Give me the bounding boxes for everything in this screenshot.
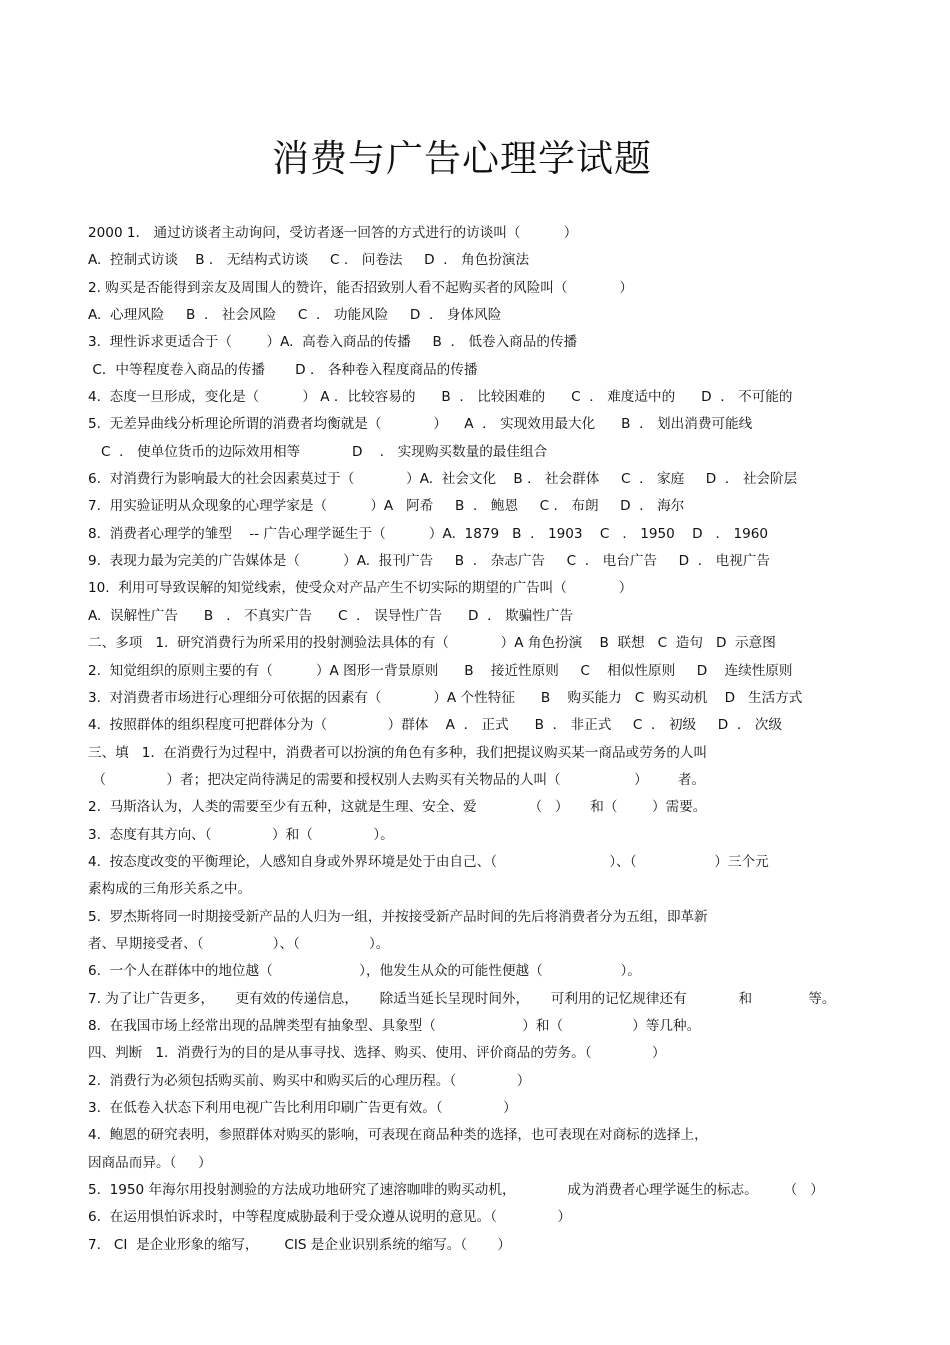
text-line: 7. 为了让广告更多， 更有效的传递信息， 除适当延长呈现时间外， 可利用的记忆规律还有 和 等。 <box>88 990 836 1007</box>
page-title: 消费与广告心理学试题 <box>272 137 652 180</box>
text-line: 3. 理性诉求更适合于（ ）A. 高卷入商品的传播 B ． 低卷入商品的传播 <box>88 334 578 351</box>
text-line: 4. 按态度改变的平衡理论，人感知自身或外界环境是处于由自己、（ ）、（ ）三个元 <box>88 853 769 870</box>
text-line: 6. 在运用惧怕诉求时，中等程度威胁最利于受众遵从说明的意见。（ ） <box>88 1209 572 1226</box>
text-line: 者、早期接受者、（ ）、（ ）。 <box>88 935 390 952</box>
text-line: 2. 马斯洛认为，人类的需要至少有五种，这就是生理、安全、爱 （ ） 和（ ）需要。 <box>88 799 707 816</box>
text-line: 2000 1． 通过访谈者主动询问，受访者逐一回答的方式进行的访谈叫（ ） <box>88 225 578 241</box>
text-line: 素构成的三角形关系之中。 <box>88 881 252 898</box>
text-line: 5. 罗杰斯将同一时期接受新产品的人归为一组，并按接受新产品时间的先后将消费者分为五组，即革新 <box>88 908 708 925</box>
text-line: A. 误解性广告 B ． 不真实广告 C ． 误导性广告 D ． 欺骗性广告 <box>88 607 573 624</box>
text-line: 9. 表现力最为完美的广告媒体是（ ）A. 报刊广告 B ． 杂志广告 C ． 电台广告 D ． 电视广告 <box>88 553 771 570</box>
text-line: 6. 对消费行为影响最大的社会因素莫过于（ ）A. 社会文化 B ． 社会群体 C ． 家庭 D ． 社会阶层 <box>88 471 798 488</box>
text-line: 8. 消费者心理学的雏型 -- 广告心理学诞生于（ ）A. 1879 B ． 1903 C ． 1950 D ． 1960 <box>88 525 769 542</box>
text-line: 2. 知觉组织的原则主要的有（ ）A 图形一背景原则 B 接近性原则 C 相似性原则 D 连续性原则 <box>88 662 793 679</box>
text-line: 10. 利用可导致误解的知觉线索，使受众对产品产生不切实际的期望的广告叫（ ） <box>88 580 633 597</box>
text-line: 三、填 1. 在消费行为过程中，消费者可以扮演的角色有多种，我们把提议购买某一商品或劳务的人叫 <box>88 744 708 761</box>
text-line: 5. 无差异曲线分析理论所谓的消费者均衡就是（ ） A ． 实现效用最大化 B ． 划出消费可能线 <box>88 416 753 433</box>
text-line: 2. 消费行为必须包括购买前、购买中和购买后的心理历程。（ ） <box>88 1072 531 1089</box>
text-line: C ． 使单位货币的边际效用相等 D ． 实现购买数量的最佳组合 <box>88 443 548 460</box>
text-line: 7. CI 是企业形象的缩写， CIS 是企业识别系统的缩写。（ ） <box>88 1236 511 1253</box>
text-line: 3. 对消费者市场进行心理细分可依据的因素有（ ）A 个性特征 B 购买能力 C 购买动机 D 生活方式 <box>88 689 803 706</box>
text-line: C．中等程度卷入商品的传播 D ． 各种卷入程度商品的传播 <box>88 361 478 378</box>
text-line: 4. 态度一旦形成，变化是（ ） A ．比较容易的 B ． 比较困难的 C ． 难度适中的 D ． 不可能的 <box>88 389 793 406</box>
text-line: 3. 在低卷入状态下利用电视广告比利用印刷广告更有效。（ ） <box>88 1100 517 1116</box>
text-line: 3. 态度有其方向、（ ）和（ ）。 <box>88 826 394 843</box>
text-line: A. 心理风险 B ． 社会风险 C ． 功能风险 D ． 身体风险 <box>88 307 502 324</box>
text-line: 7. 用实验证明从众现象的心理学家是（ ）A 阿希 B ． 鲍恩 C ． 布朗 D ． 海尔 <box>88 498 685 515</box>
text-line: 四、判断 1. 消费行为的目的是从事寻找、选择、购买、使用、评价商品的劳务。（ ） <box>88 1045 666 1062</box>
text-line: 二、多项 1. 研究消费行为所采用的投射测验法具体的有（ ）A 角色扮演 B 联想 C 造句 D 示意图 <box>88 635 776 652</box>
text-line: 因商品而异。（ ） <box>88 1154 212 1171</box>
text-line: 6. 一个人在群体中的地位越（ ），他发生从众的可能性便越（ ）。 <box>88 963 641 980</box>
text-line: 4. 鲍恩的研究表明，参照群体对购买的影响，可表现在商品种类的选择，也可表现在对商标的选择上， <box>88 1127 708 1144</box>
text-line: A. 控制式访谈 B ． 无结构式访谈 C ． 问卷法 D ． 角色扮演法 <box>88 252 530 269</box>
text-line: 5. 1950 年海尔用投射测验的方法成功地研究了速溶咖啡的购买动机， 成为消费者心理学诞生的标志。 （ ） <box>88 1182 824 1199</box>
text-line: （ ）者；把决定尚待满足的需要和授权别人去购买有关物品的人叫（ ） 者。 <box>88 771 706 788</box>
text-line: 2. 购买是否能得到亲友及周围人的赞许，能否招致别人看不起购买者的风险叫（ ） <box>88 279 633 296</box>
question-list <box>88 223 868 1262</box>
text-line: 4. 按照群体的组织程度可把群体分为（ ）群体 A ． 正式 B ． 非正式 C ． 初级 D ． 次级 <box>88 717 782 734</box>
text-line: 8. 在我国市场上经常出现的品牌类型有抽象型、具象型（ ）和（ ）等几种。 <box>88 1017 701 1034</box>
